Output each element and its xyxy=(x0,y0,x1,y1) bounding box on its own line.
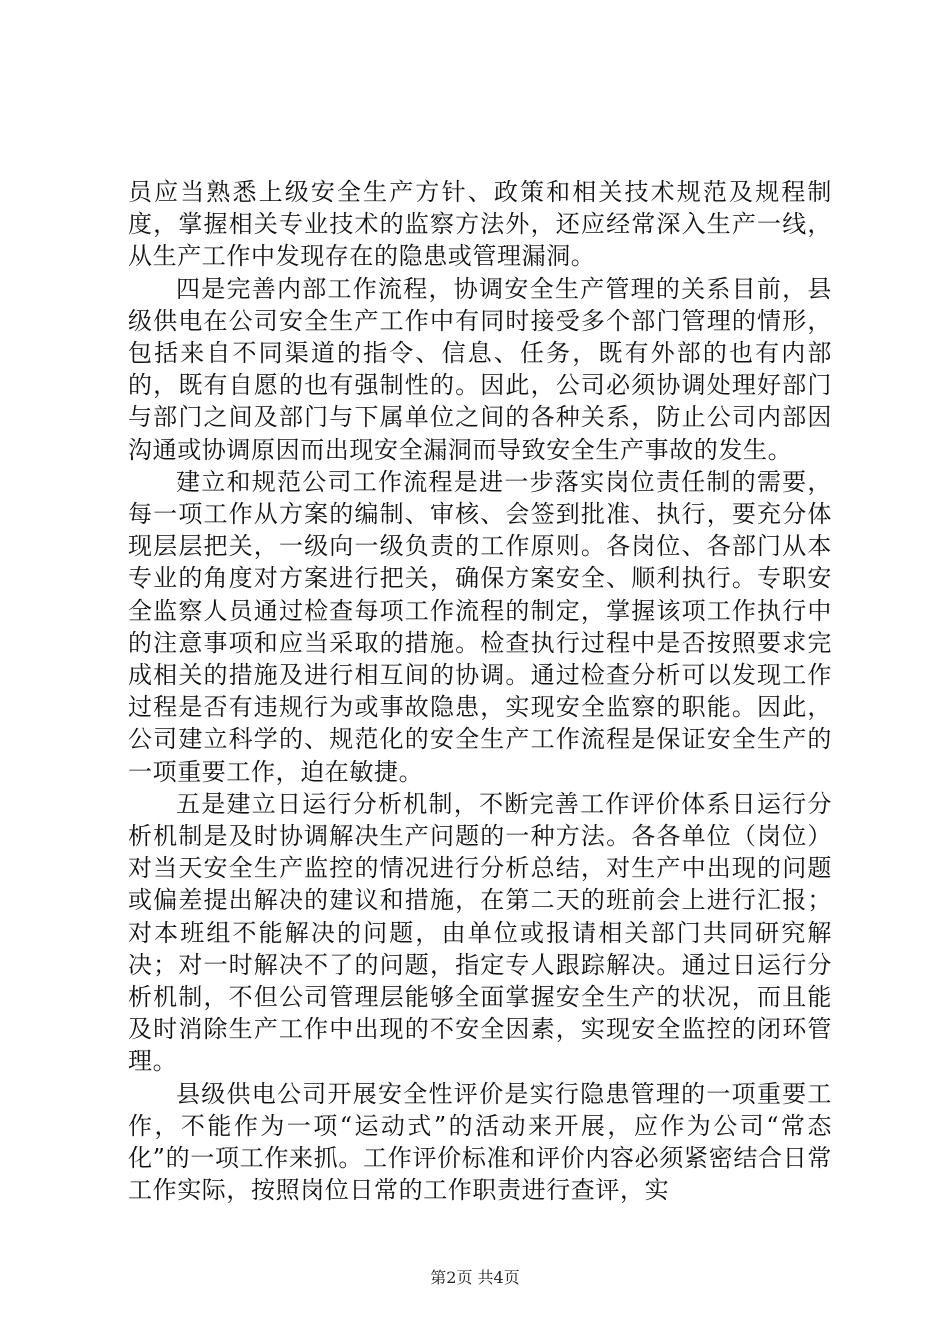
body-text xyxy=(128,176,832,1207)
paragraph-4: 五是建立日运行分析机制，不断完善工作评价体系日运行分析机制是及时协调解决生产问题的一种方法。各各单位（岗位）对当天安全生产监控的情况进行分析总结，对生产中出现的问题或偏差提出解决的建议和措施，在第二天的班前会上进行汇报；对本班组不能解决的问题，由单位或报请相关部门共同研究解决；对一时解决不了的问题，指定专人跟踪解决。通过日运行分析机制，不但公司管理层能够全面掌握安全生产的状况，而且能及时消除生产工作中出现的不安全因素，实现安全监控的闭环管理。 xyxy=(128,789,832,1076)
page-footer: 第2页 共4页 xyxy=(430,1268,520,1287)
paragraph-5: 县级供电公司开展安全性评价是实行隐患管理的一项重要工作，不能作为一项“运动式”的活动来开展，应作为公司“常态化”的一项工作来抓。工作评价标准和评价内容必须紧密结合日常工作实际，按照岗位日常的工作职责进行查评，实 xyxy=(128,1079,832,1205)
paragraph-2: 四是完善内部工作流程，协调安全生产管理的关系目前，县级供电在公司安全生产工作中有同时接受多个部门管理的情形，包括来自不同渠道的指令、信息、任务，既有外部的也有内部的，既有自愿的也有强制性的。因此，公司必须协调处理好部门与部门之间及部门与下属单位之间的各种关系，防止公司内部因沟通或协调原因而出现安全漏洞而导致安全生产事故的发生。 xyxy=(128,274,832,464)
paragraph-1: 员应当熟悉上级安全生产方针、政策和相关技术规范及规程制度，掌握相关专业技术的监察方法外，还应经常深入生产一线，从生产工作中发现存在的隐患或管理漏洞。 xyxy=(128,178,832,271)
paragraph-3: 建立和规范公司工作流程是进一步落实岗位责任制的需要，每一项工作从方案的编制、审核、会签到批准、执行，要充分体现层层把关，一级向一级负责的工作原则。各岗位、各部门从本专业的角度对方案进行把关，确保方案安全、顺利执行。专职安全监察人员通过检查每项工作流程的制定，掌握该项工作执行中的注意事项和应当采取的措施。检查执行过程中是否按照要求完成相关的措施及进行相互间的协调。通过检查分析可以发现工作过程是否有违规行为或事故隐患，实现安全监察的职能。因此，公司建立科学的、规范化的安全生产工作流程是保证安全生产的一项重要工作，迫在敏捷。 xyxy=(128,467,832,786)
